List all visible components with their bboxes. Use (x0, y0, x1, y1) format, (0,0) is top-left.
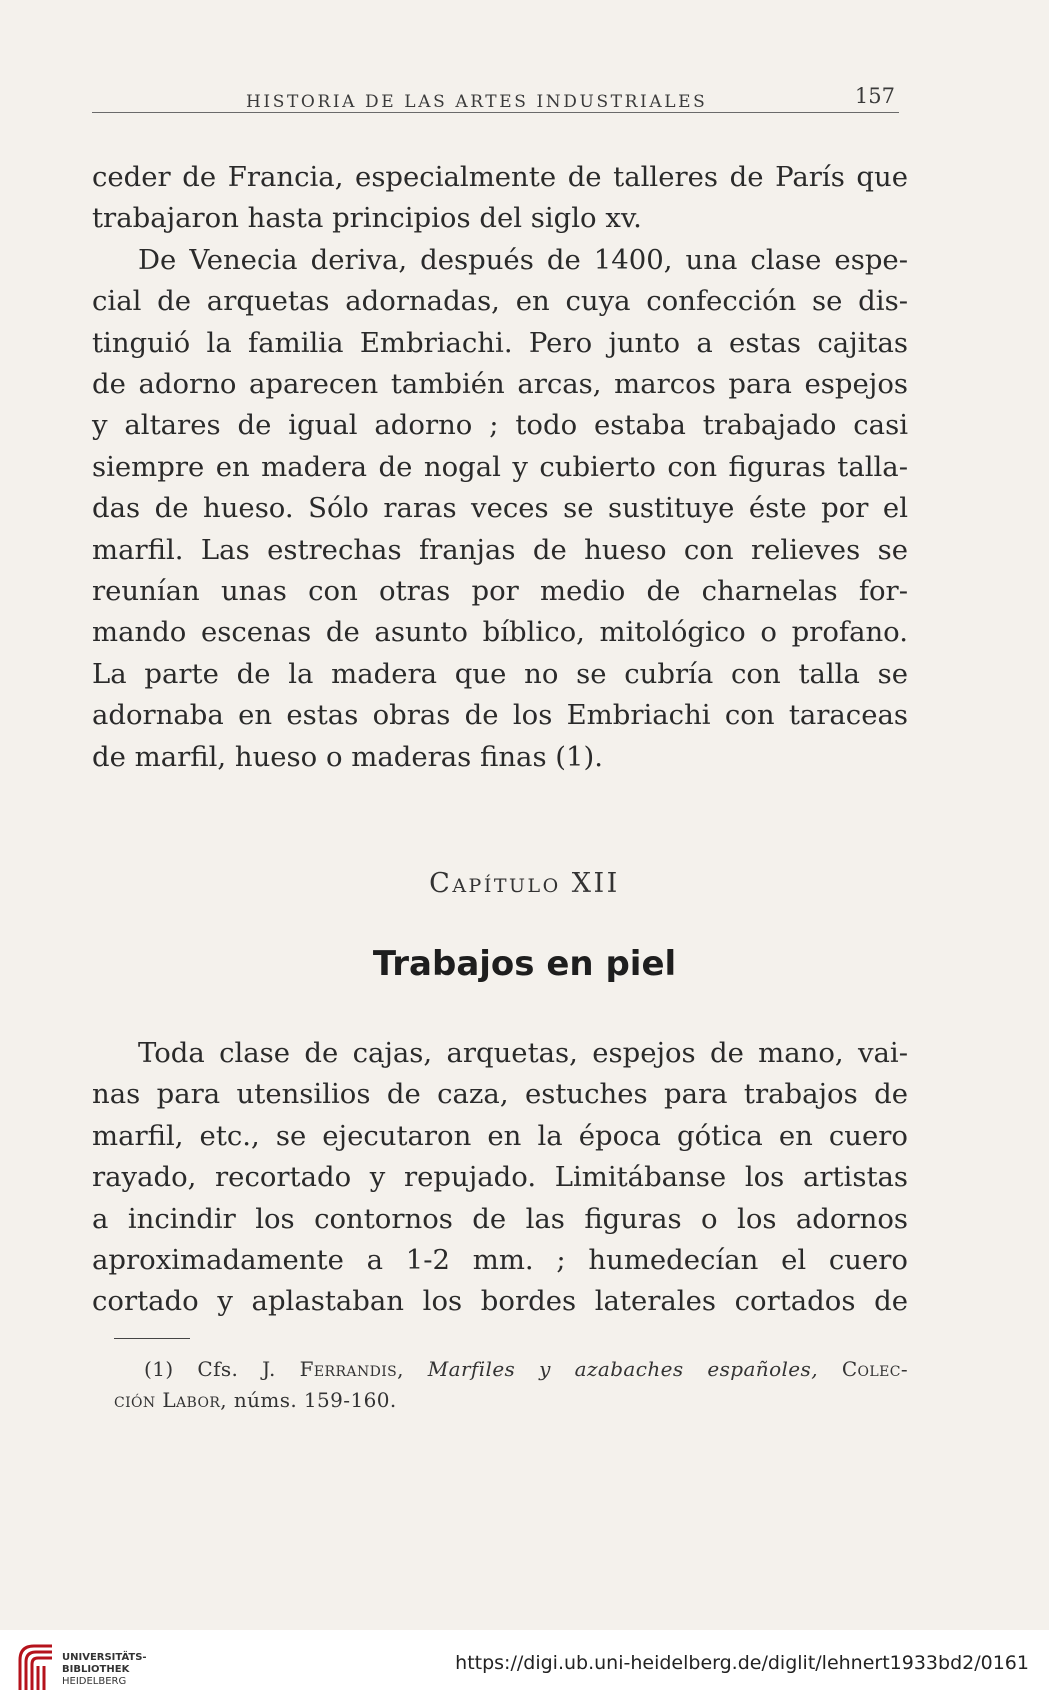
running-header (92, 78, 899, 113)
text-line: tinguió la familia Embriachi. Pero junto a estas cajitas (92, 326, 908, 359)
footnote-cfs: Cfs. J. (197, 1357, 276, 1381)
text-line: La parte de la madera que no se cubría con talla se (92, 657, 908, 690)
footnote-line (114, 1385, 908, 1416)
text-line: y altares de igual adorno ; todo estaba trabajado casi (92, 409, 908, 442)
text-line: adornaba en estas obras de los Embriachi con taraceas (92, 699, 908, 732)
text-line: de adorno aparecen también arcas, marcos para espejos (92, 368, 908, 401)
chapter-title: Trabajos en piel (372, 944, 677, 984)
running-title: HISTORIA DE LAS ARTES INDUSTRIALES (246, 92, 708, 112)
text-line: a incindir los contornos de las figuras o los adornos (92, 1202, 908, 1235)
text-line: marfil. Las estrechas franjas de hueso con relieves se (92, 533, 908, 566)
text-line: reunían unas con otras por medio de charnelas for- (92, 575, 908, 608)
footnote-collection: Colec- (841, 1357, 908, 1381)
text-line: ceder de Francia, especialmente de talleres de París que (92, 161, 908, 193)
footnote-line (114, 1354, 908, 1385)
footnote-divider (114, 1338, 190, 1339)
text-line: mando escenas de asunto bíblico, mitológico o profano. (92, 616, 908, 649)
footnote-marker: (1) (144, 1357, 174, 1381)
text-line: marfil, etc., se ejecutaron en la época gótica en cuero (92, 1119, 908, 1152)
page-number: 157 (854, 84, 895, 108)
footer-bar (0, 1630, 1049, 1705)
library-name-line2: BIBLIOTHEK (62, 1664, 130, 1675)
text-line: De Venecia deriva, después de 1400, una clase espe- (138, 243, 908, 276)
library-name-line1: UNIVERSITÄTS- (62, 1652, 147, 1663)
text-line: trabajaron hasta principios del siglo xv. (92, 202, 642, 235)
footnote-collection-cont: ción Labor, (114, 1388, 228, 1412)
library-name (62, 1652, 147, 1688)
footnote-numbers: núms. 159-160. (233, 1388, 397, 1412)
text-line: rayado, recortado y repujado. Limitábanse los artistas (92, 1161, 908, 1194)
text-line: cial de arquetas adornadas, en cuya confección se dis- (92, 285, 908, 318)
library-name-line3: HEIDELBERG (62, 1676, 127, 1687)
source-url-link[interactable]: https://digi.ub.uni-heidelberg.de/diglit/lehnert1933bd2/0161 (455, 1652, 1029, 1674)
footnote-author: Ferrandis, (299, 1357, 404, 1381)
text-line: Toda clase de cajas, arquetas, espejos de mano, vai- (138, 1037, 908, 1069)
body-text-top (92, 157, 908, 778)
text-line: das de hueso. Sólo raras veces se sustituye éste por el (92, 492, 908, 525)
body-text-chapter (92, 1033, 908, 1323)
text-line: siempre en madera de nogal y cubierto con figuras talla- (92, 450, 908, 483)
footnote-work-title: Marfiles y azabaches españoles, (427, 1357, 818, 1381)
library-logo-icon (12, 1638, 58, 1696)
text-line: aproximadamente a 1-2 mm. ; humedecían el cuero (92, 1244, 908, 1277)
text-line: de marfil, hueso o maderas finas (1). (92, 740, 604, 773)
footnote (114, 1354, 908, 1416)
chapter-label: Capítulo XII (429, 868, 620, 899)
text-line: cortado y aplastaban los bordes laterales cortados de (92, 1285, 908, 1318)
text-line: nas para utensilios de caza, estuches para trabajos de (92, 1078, 908, 1111)
